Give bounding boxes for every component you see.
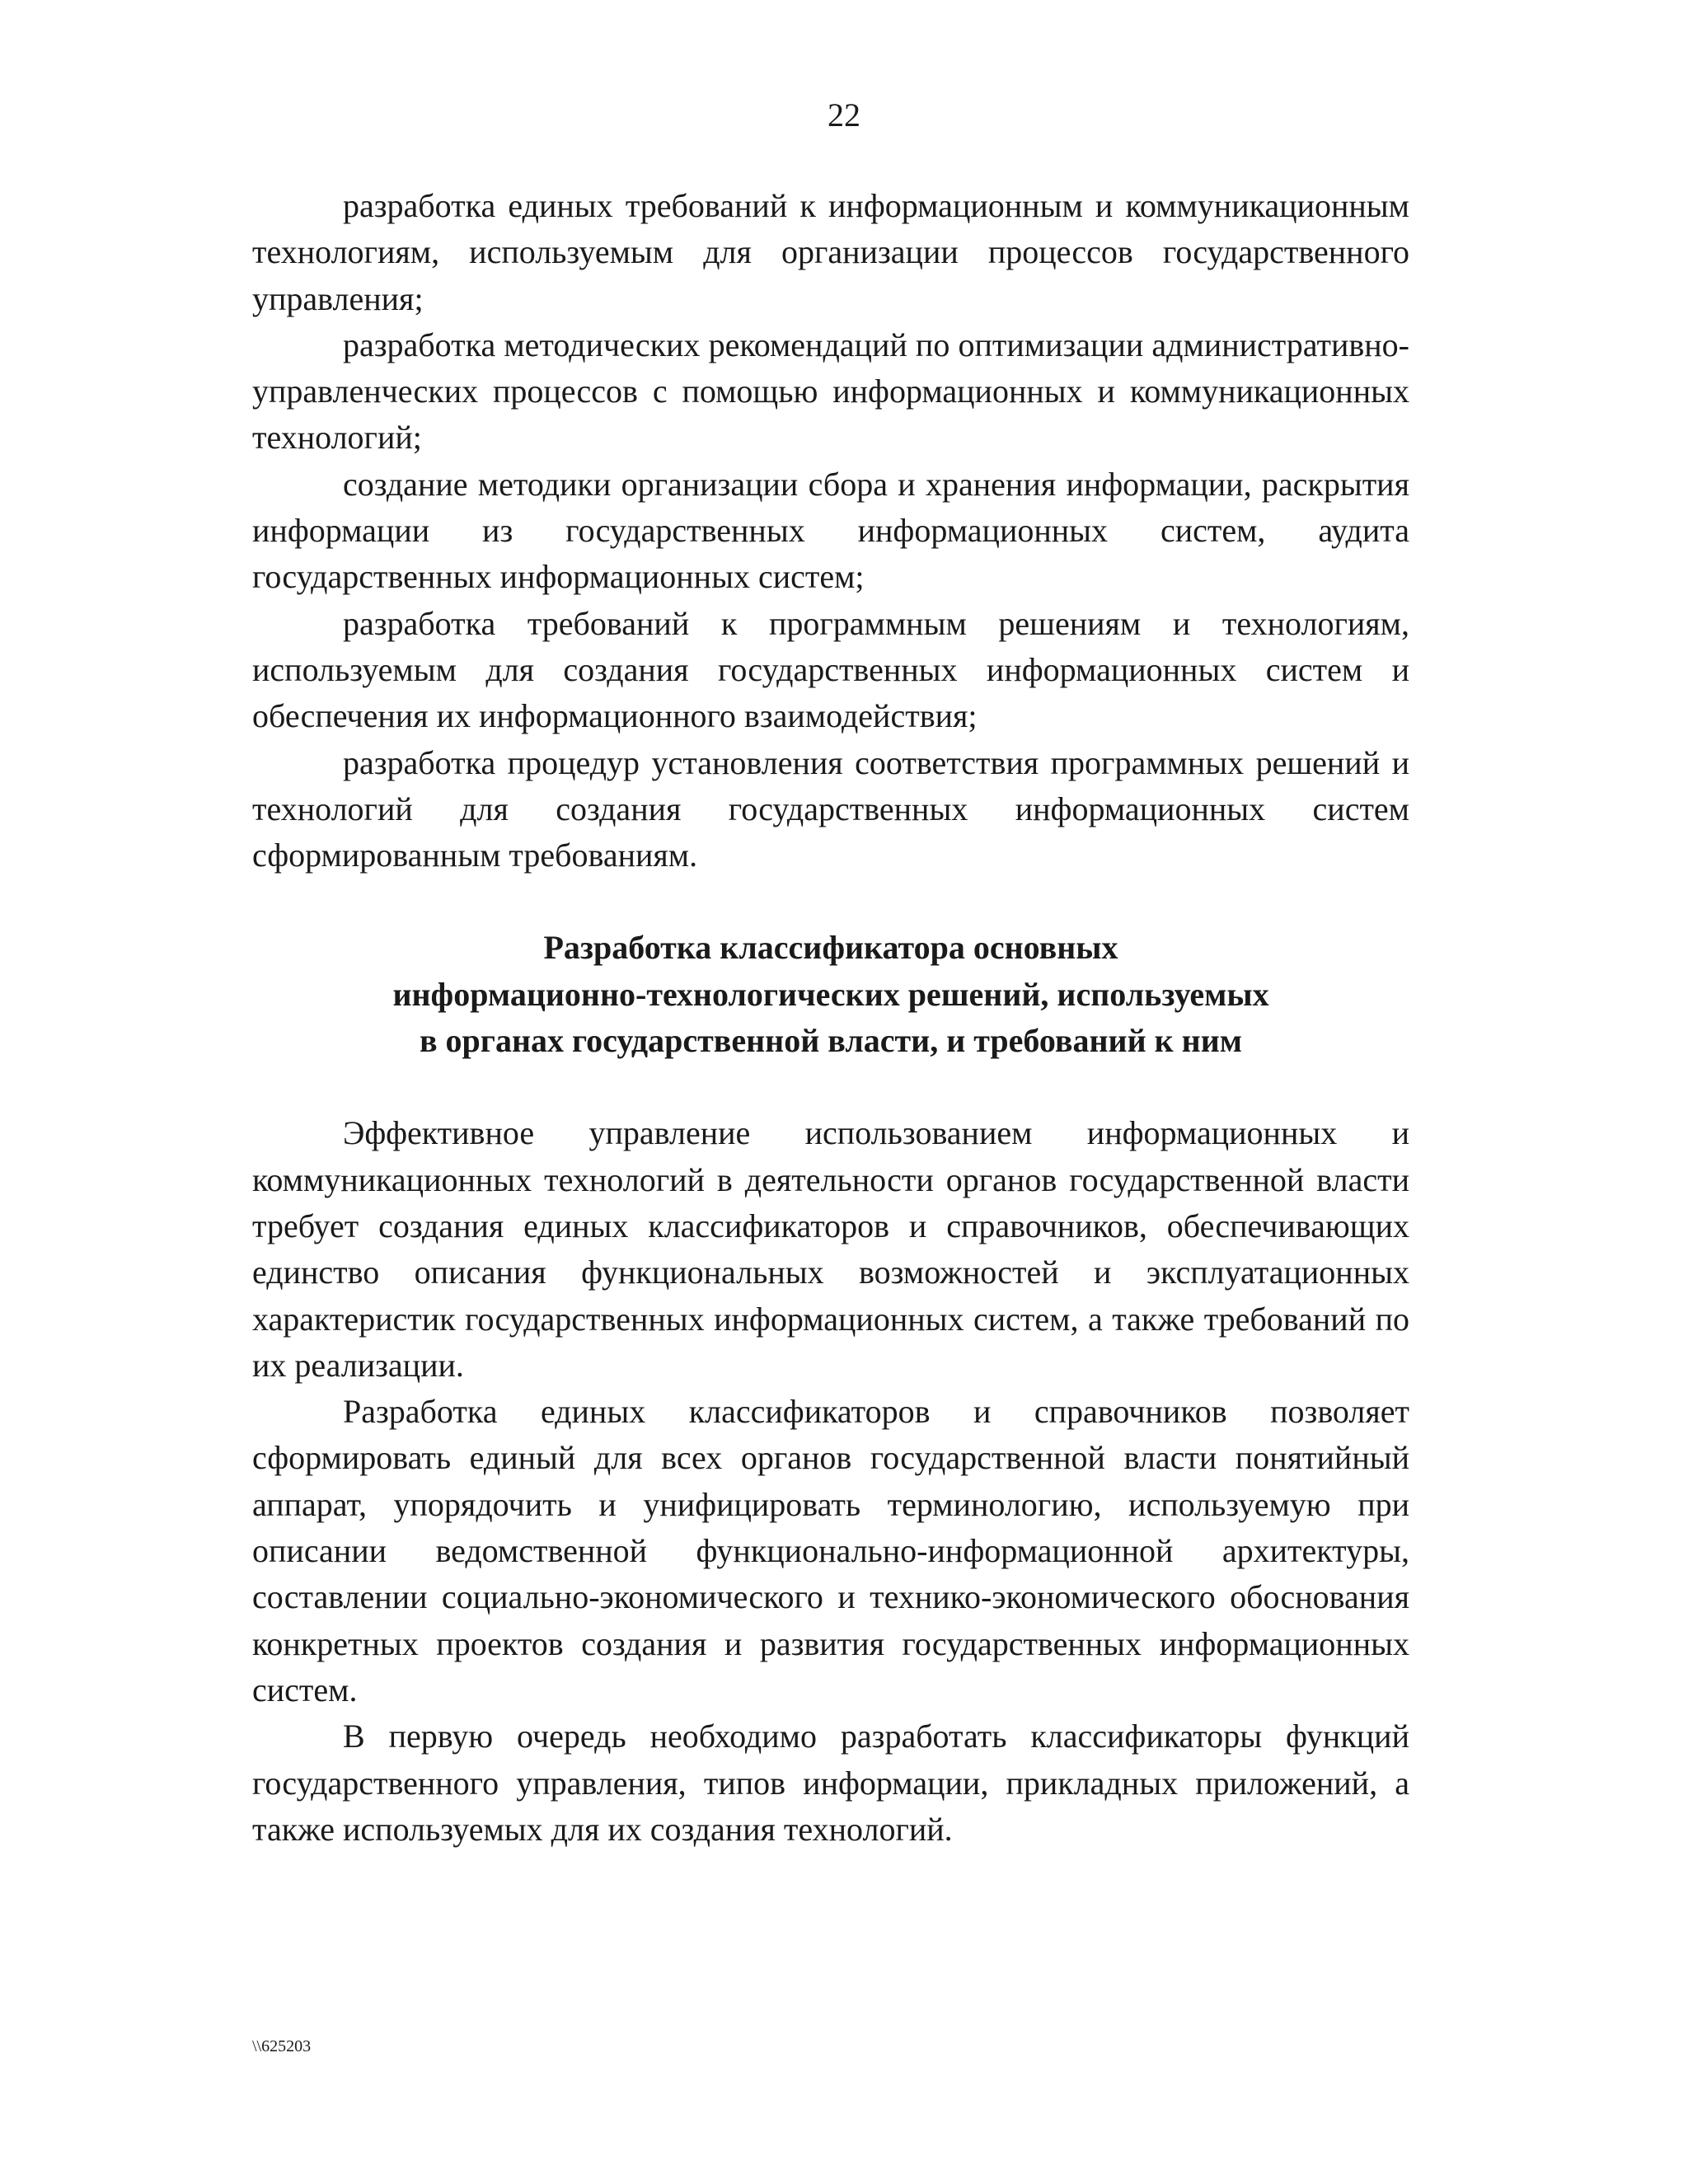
section-heading <box>252 925 1409 1064</box>
section-title-line: Разработка классификатора основных <box>543 929 1118 967</box>
body-paragraph: Разработка единых классификаторов и справочников позволяет сформировать единый для всех органов государственной власти понятийный аппарат, упорядочить и унифицировать терминологию, используемую при описании ведомственной функционально-информационной архитектуры, составлении социально-экономического и технико-экономического обоснования конкретных проектов создания и развития государственных информационных систем. <box>252 1393 1409 1708</box>
section-title-line: в органах государственной власти, и требований к ним <box>419 1022 1243 1060</box>
document-id-footer: \\625203 <box>252 2037 312 2055</box>
section-title-line: информационно-технологических решений, используемых <box>392 975 1269 1013</box>
list-item: разработка единых требований к информационным и коммуникационным технологиям, используемым для организации процессов государственного управления; <box>252 187 1409 317</box>
document-body <box>252 183 1409 1853</box>
list-item: разработка процедур установления соответствия программных решений и технологий для создания государственных информационных систем сформированным требованиям. <box>252 743 1409 874</box>
body-paragraph: Эффективное управление использованием информационных и коммуникационных технологий в деятельности органов государственной власти требует создания единых классификаторов и справочников, обеспечивающих единство описания функциональных возможностей и эксплуатационных характеристик государственных информационных систем, а также требований по их реализации. <box>252 1114 1409 1384</box>
list-item: разработка методических рекомендаций по оптимизации административно-управленческих процессов с помощью информационных и коммуникационных технологий; <box>252 326 1409 457</box>
page-number: 22 <box>828 96 860 134</box>
list-item: создание методики организации сбора и хранения информации, раскрытия информации из государственных информационных систем, аудита государственных информационных систем; <box>252 465 1409 596</box>
body-paragraph: В первую очередь необходимо разработать классификаторы функций государственного управления, типов информации, прикладных приложений, а также используемых для их создания технологий. <box>252 1718 1409 1848</box>
list-item: разработка требований к программным решениям и технологиям, используемым для создания государственных информационных систем и обеспечения их информационного взаимодействия; <box>252 604 1409 735</box>
